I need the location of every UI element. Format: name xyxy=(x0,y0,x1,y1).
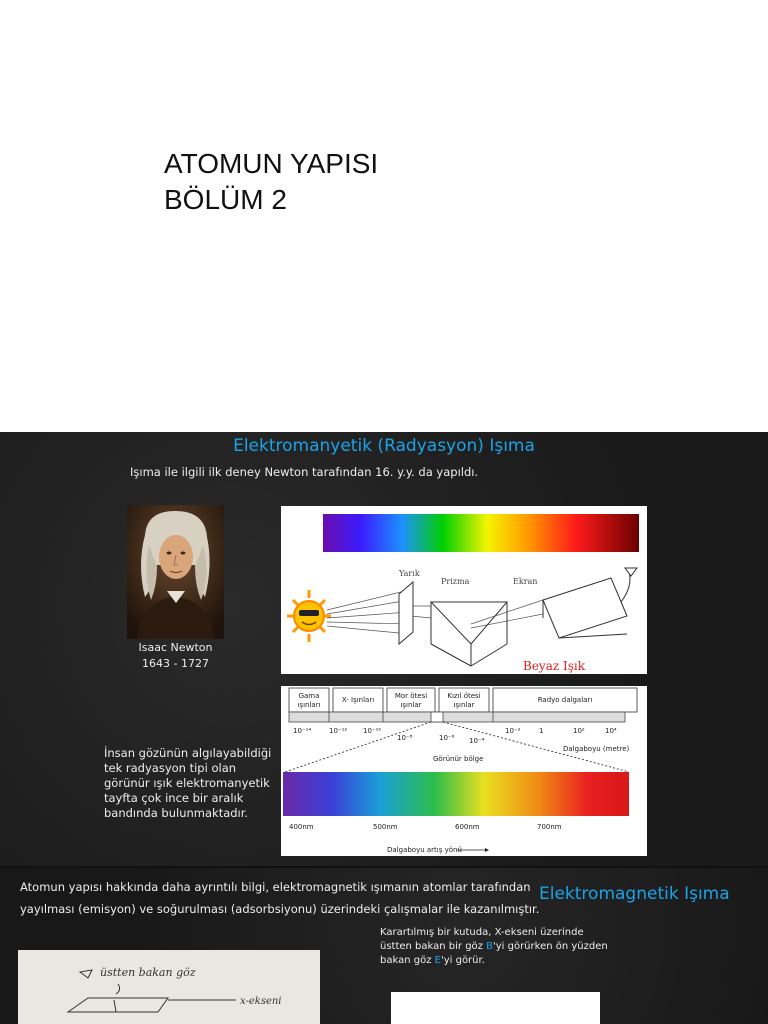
svg-text:ışınlar: ışınlar xyxy=(400,701,422,709)
wavelength-label: Dalgaboyu (metre) xyxy=(563,745,630,753)
em-spectrum-diagram xyxy=(281,686,647,856)
svg-text:X- Işınları: X- Işınları xyxy=(341,696,375,704)
visible-tick-700: 700nm xyxy=(537,823,562,831)
prism-diagram xyxy=(281,506,647,674)
title-line-2: BÖLÜM 2 xyxy=(164,184,287,215)
caption-line-3: bakan göz E'yi görür. xyxy=(380,955,485,966)
screen-label: Ekran xyxy=(513,577,538,586)
svg-text:Mor ötesi: Mor ötesi xyxy=(394,692,428,700)
prism-label: Prizma xyxy=(441,577,470,586)
svg-text:10⁴: 10⁴ xyxy=(605,727,617,735)
slide-em-radiation xyxy=(0,432,768,866)
visible-light-note: İnsan gözünün algılayabildiği tek radyasyon tipi olan görünür ışık elektromanyetik tayfta çok ince bir aralık bandında bulunmaktadır. xyxy=(104,746,272,820)
sketch-label-top: üstten bakan göz xyxy=(100,966,196,979)
hand-sketch xyxy=(18,950,320,1024)
svg-text:Radyo dalgaları: Radyo dalgaları xyxy=(537,696,593,704)
sketch-label-axis: x-ekseni xyxy=(240,996,282,1007)
svg-text:10²: 10² xyxy=(573,727,585,735)
increase-label: Dalgaboyu artış yönü xyxy=(387,846,462,854)
page-title xyxy=(164,146,378,218)
slide-title xyxy=(0,0,768,432)
svg-text:Gama: Gama xyxy=(298,692,320,700)
caption-line-1: Karartılmış bir kutuda, X-ekseni üzerinde xyxy=(380,927,584,938)
svg-text:10⁻¹⁰: 10⁻¹⁰ xyxy=(363,727,382,735)
diagram-card xyxy=(391,992,600,1024)
visible-region-label: Görünür bölge xyxy=(433,755,484,763)
intro-text: Işıma ile ilgili ilk deney Newton tarafından 16. y.y. da yapıldı. xyxy=(130,465,479,479)
visible-tick-600: 600nm xyxy=(455,823,480,831)
title-line-1: ATOMUN YAPISI xyxy=(164,148,379,179)
svg-text:ışınları: ışınları xyxy=(297,701,321,709)
slit-label: Yarık xyxy=(399,569,420,578)
newton-years: 1643 - 1727 xyxy=(142,657,209,670)
newton-portrait xyxy=(127,505,224,639)
slide-heading: Elektromanyetik (Radyasyon) Işıma xyxy=(233,436,535,456)
visible-tick-500: 500nm xyxy=(373,823,398,831)
body-text: Atomun yapısı hakkında daha ayrıntılı bilgi, elektromagnetik ışımanın atomlar tarafından yayılması (emisyon) ve soğurulması (adsorbsiyonu) üzerindeki çalışmalar ile kazanılmıştır. xyxy=(20,880,540,916)
svg-text:1: 1 xyxy=(539,727,544,735)
slide-em-absorption xyxy=(0,866,768,1024)
sun-icon xyxy=(287,590,331,642)
svg-text:10⁻⁴: 10⁻⁴ xyxy=(469,737,485,745)
svg-text:10⁻⁸: 10⁻⁸ xyxy=(397,734,413,742)
svg-text:10⁻¹²: 10⁻¹² xyxy=(329,727,348,735)
caption-line-2: üstten bakan bir göz B'yi görürken ön yüzden xyxy=(380,941,608,952)
svg-text:10⁻²: 10⁻² xyxy=(505,727,521,735)
svg-text:10⁻¹⁴: 10⁻¹⁴ xyxy=(293,727,312,735)
slide-heading-2: Elektromagnetik Işıma xyxy=(539,884,730,904)
svg-text:ışınlar: ışınlar xyxy=(453,701,475,709)
newton-name: Isaac Newton xyxy=(138,641,213,654)
svg-text:10⁻⁶: 10⁻⁶ xyxy=(439,734,455,742)
experiment-caption xyxy=(380,926,630,968)
visible-tick-400: 400nm xyxy=(289,823,314,831)
newton-caption xyxy=(127,640,224,672)
svg-text:Kızıl ötesi: Kızıl ötesi xyxy=(447,692,481,700)
white-light-label: Beyaz Işık xyxy=(523,659,585,673)
